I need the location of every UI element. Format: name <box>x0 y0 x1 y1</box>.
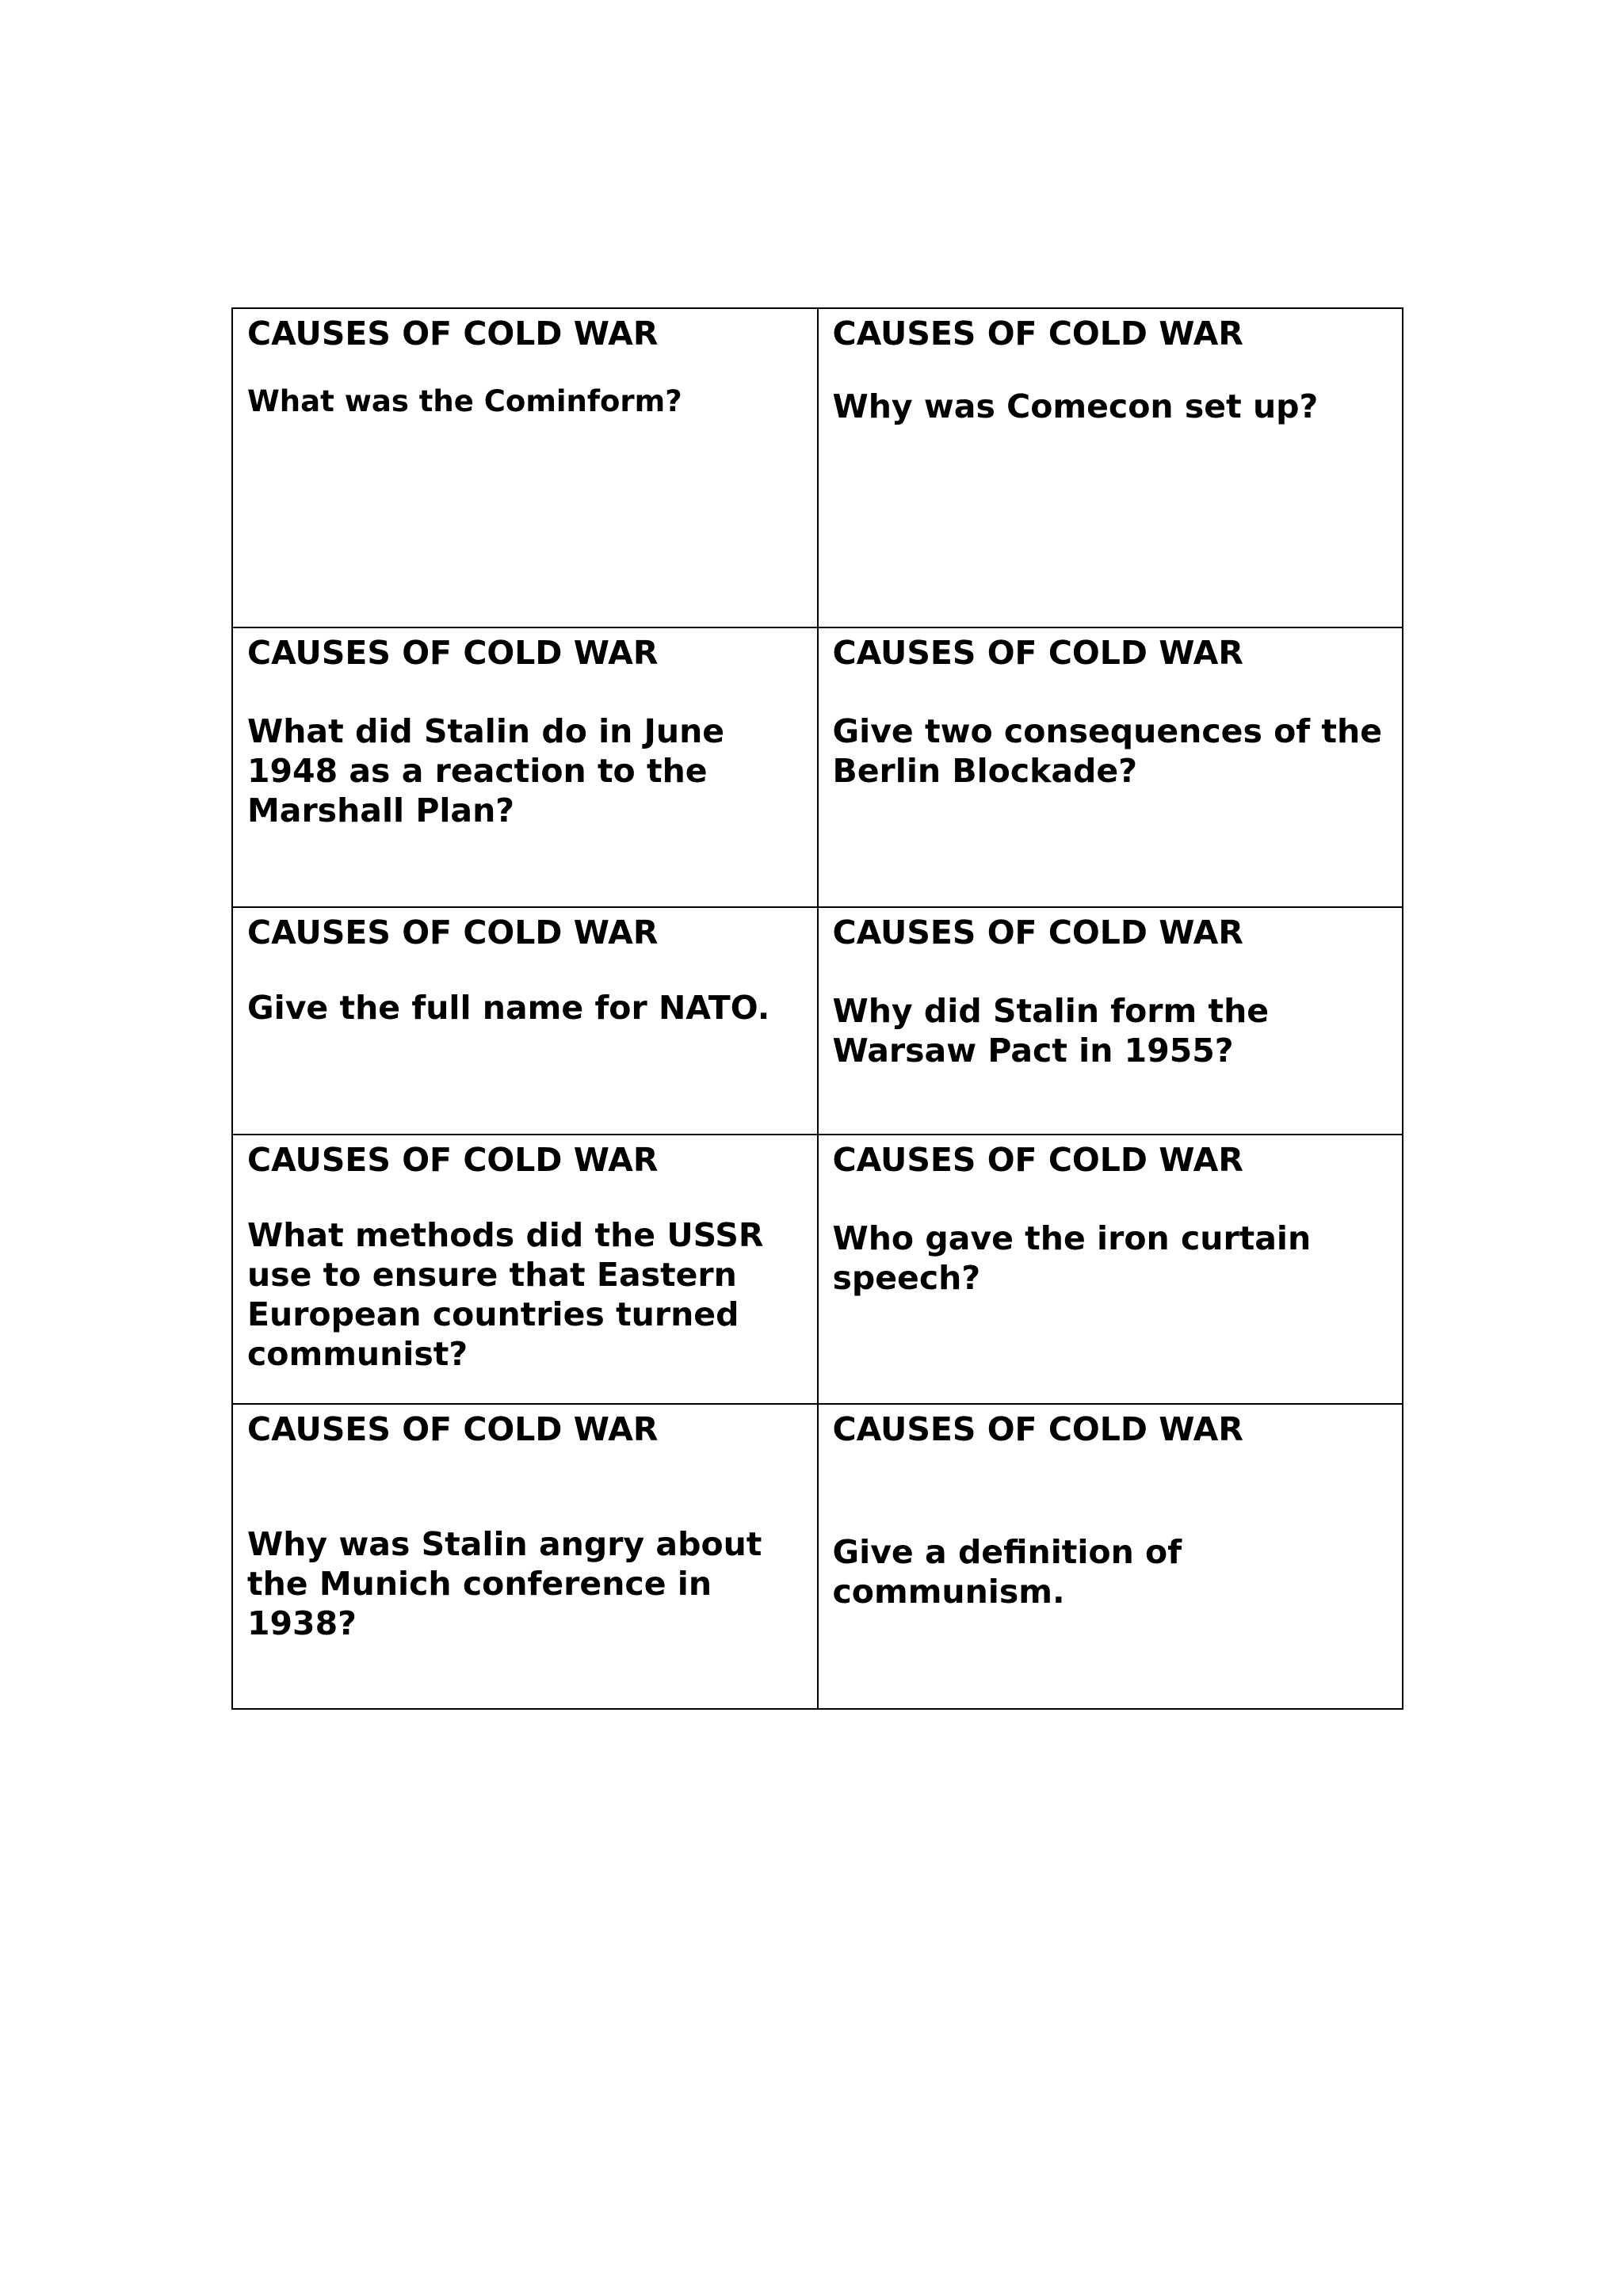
card-heading: CAUSES OF COLD WAR <box>832 1141 1243 1179</box>
card-heading: CAUSES OF COLD WAR <box>247 1141 659 1179</box>
card-heading: CAUSES OF COLD WAR <box>247 634 659 672</box>
card-row <box>232 308 1403 627</box>
card-question: Who gave the iron curtain speech? <box>832 1219 1312 1297</box>
question-card <box>818 308 1403 627</box>
question-card <box>818 627 1403 907</box>
card-row <box>232 627 1403 907</box>
card-question: Give the full name for NATO. <box>247 989 770 1027</box>
question-card <box>232 1135 818 1404</box>
card-heading: CAUSES OF COLD WAR <box>832 1410 1243 1448</box>
card-question: Why was Stalin angry about the Munich conference in 1938? <box>247 1525 762 1642</box>
question-card <box>232 907 818 1135</box>
question-card <box>818 907 1403 1135</box>
card-heading: CAUSES OF COLD WAR <box>832 634 1243 672</box>
question-card <box>232 308 818 627</box>
question-card-grid <box>231 307 1403 1710</box>
card-row <box>232 907 1403 1135</box>
card-question: Give a definition of communism. <box>832 1533 1182 1611</box>
card-heading: CAUSES OF COLD WAR <box>247 315 659 353</box>
question-card <box>818 1404 1403 1709</box>
card-question: What was the Cominform? <box>247 384 682 418</box>
card-heading: CAUSES OF COLD WAR <box>832 913 1243 952</box>
question-card <box>232 1404 818 1709</box>
card-heading: CAUSES OF COLD WAR <box>832 315 1243 353</box>
card-heading: CAUSES OF COLD WAR <box>247 913 659 952</box>
card-question: What did Stalin do in June 1948 as a reaction to the Marshall Plan? <box>247 712 725 830</box>
card-question: Why did Stalin form the Warsaw Pact in 1955? <box>832 992 1270 1070</box>
card-heading: CAUSES OF COLD WAR <box>247 1410 659 1448</box>
card-row <box>232 1135 1403 1404</box>
question-card <box>232 627 818 907</box>
card-question: Why was Comecon set up? <box>832 387 1319 425</box>
card-question: Give two consequences of the Berlin Blockade? <box>832 712 1382 790</box>
card-row <box>232 1404 1403 1709</box>
card-question: What methods did the USSR use to ensure that Eastern European countries turned communist? <box>247 1216 764 1373</box>
question-card <box>818 1135 1403 1404</box>
